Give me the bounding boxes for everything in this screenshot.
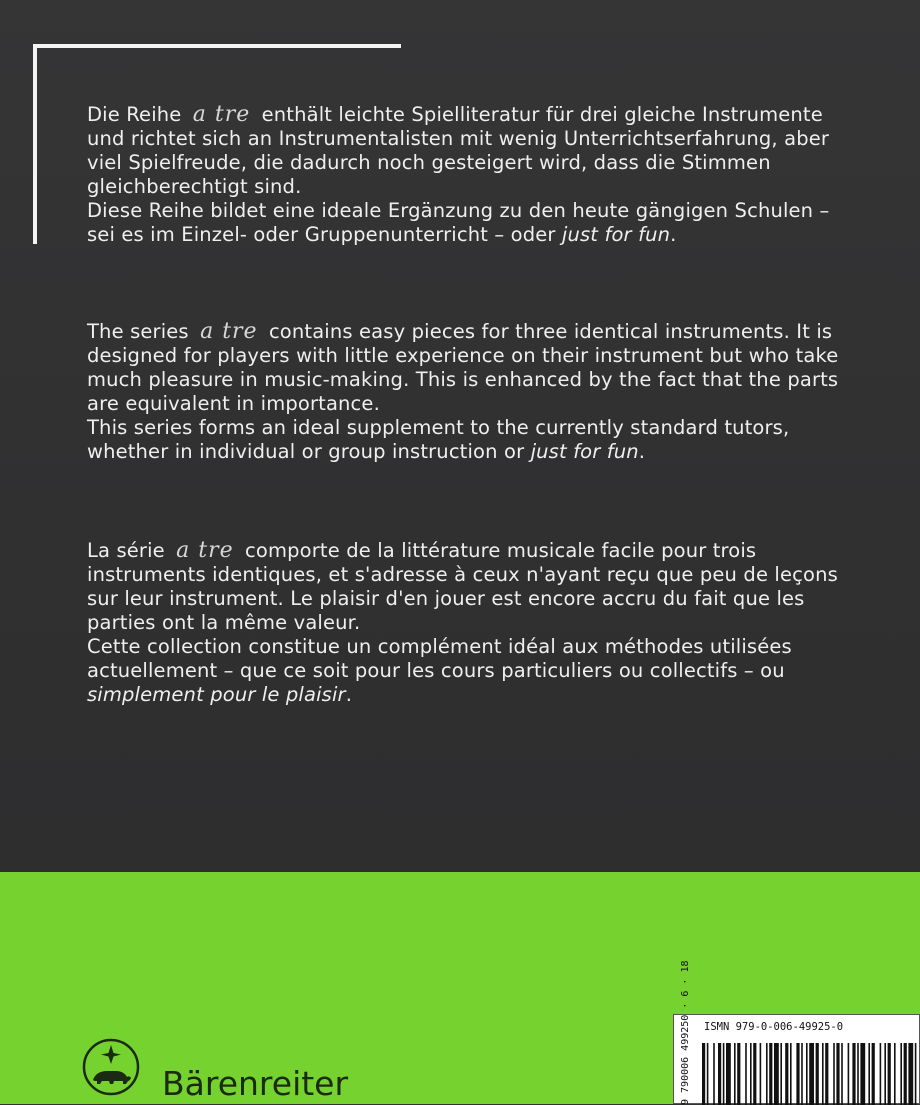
barcode-bar — [915, 1043, 917, 1105]
barcode-bar — [822, 1043, 824, 1105]
barcode-bar — [726, 1043, 731, 1105]
barcode-bar — [900, 1043, 902, 1105]
german-paragraph-1 — [87, 103, 847, 199]
barcode-bar — [780, 1043, 782, 1105]
barcode-bar — [857, 1043, 859, 1105]
barcode-bar — [841, 1043, 843, 1105]
barcode-bar — [852, 1043, 855, 1105]
german-body-2: Diese Reihe bildet eine ideale Ergänzung zu den heute gängigen Schulen – sei es im Einzel- oder Gruppenunterricht – oder — [87, 199, 830, 246]
english-paragraph-1 — [87, 320, 847, 416]
barcode-bar — [745, 1043, 747, 1105]
barcode-bar — [766, 1043, 768, 1105]
french-paragraph-2 — [87, 635, 847, 707]
barcode-side-number: 9 790006 499250 · 6 · 18 — [680, 960, 691, 1105]
german-paragraph-2 — [87, 199, 847, 247]
english-description — [87, 320, 847, 464]
barcode-bar — [796, 1043, 799, 1105]
barcode-bar — [713, 1043, 715, 1105]
english-paragraph-2 — [87, 416, 847, 464]
german-emphasis: just for fun — [561, 223, 671, 246]
barcode-bar — [750, 1043, 752, 1105]
german-body: enthält leichte Spielliteratur für drei gleiche Instrumente und richtet sich an Instrumentalisten mit wenig Unterrichtserfahrung, aber viel Spielfreude, die dadurch noch gesteigert wird, dass die Stimmen gleichberechtigt sind. — [87, 103, 830, 198]
barcode-bar — [806, 1043, 808, 1105]
series-name-german: a tre — [192, 102, 251, 127]
french-description — [87, 539, 847, 707]
series-name-english: a tre — [200, 319, 258, 344]
series-name-french: a tre — [176, 538, 234, 563]
barcode-bar — [894, 1043, 896, 1105]
barcode-bar — [836, 1043, 839, 1105]
barcode-bar — [718, 1043, 721, 1105]
barcode-bar — [702, 1043, 705, 1105]
publisher-name: Bärenreiter — [162, 1064, 349, 1103]
barcode-bar — [774, 1043, 779, 1105]
english-body: contains easy pieces for three identical instruments. It is designed for players with little experience on their instrument but who take much pleasure in music-making. This is enhanced by the fact that the parts are equivalent in importance. — [87, 320, 839, 415]
barcode-bar — [825, 1043, 828, 1105]
barcode-bar — [769, 1043, 772, 1105]
barcode-bar — [880, 1043, 882, 1105]
english-intro: The series — [87, 320, 189, 343]
barcode-bar — [790, 1043, 792, 1105]
ismn-number: ISMN 979-0-006-49925-0 — [704, 1021, 844, 1033]
barcode-bar — [833, 1043, 835, 1105]
barcode-bar — [760, 1043, 762, 1105]
barcode-bar — [707, 1043, 709, 1105]
german-description — [87, 103, 847, 247]
barcode-bar — [868, 1043, 870, 1105]
barcode-bar — [816, 1043, 819, 1105]
english-emphasis: just for fun — [530, 440, 639, 463]
corner-bracket-horizontal — [33, 44, 401, 48]
barcode-bars — [702, 1043, 918, 1105]
barcode-bar — [884, 1043, 886, 1105]
barcode-bar — [734, 1043, 736, 1105]
german-intro: Die Reihe — [87, 103, 182, 126]
french-intro: La série — [87, 539, 165, 562]
barcode-bar — [753, 1043, 756, 1105]
bear-star-emblem-icon — [80, 1036, 142, 1098]
french-body-2: Cette collection constitue un complément idéal aux méthodes utilisées actuellement – que ce soit pour les cours particuliers ou collectifs – ou — [87, 635, 792, 682]
corner-bracket-vertical — [33, 44, 37, 244]
french-emphasis: simplement pour le plaisir — [87, 683, 346, 706]
barcode-bar — [809, 1043, 814, 1105]
barcode-bar — [801, 1043, 803, 1105]
barcode-bar — [848, 1043, 850, 1105]
barcode-label — [673, 960, 920, 1105]
french-body: comporte de la littérature musicale facile pour trois instruments identiques, et s'adresse à ceux n'ayant reçu que peu de leçons sur leur instrument. Le plaisir d'en jouer est encore accru du fait que les parties ont la même valeur. — [87, 539, 838, 634]
english-end: . — [638, 440, 646, 463]
barcode-bar — [860, 1043, 865, 1105]
barcode-bar — [904, 1043, 907, 1105]
french-end: . — [345, 683, 353, 706]
barcode-bar — [737, 1043, 740, 1105]
french-paragraph-1 — [87, 539, 847, 635]
german-end: . — [670, 223, 677, 246]
barcode-bar — [888, 1043, 891, 1105]
barcode-bar — [785, 1043, 788, 1105]
barcode-bar — [872, 1043, 875, 1105]
barcode-bar — [723, 1043, 725, 1105]
english-body-2: This series forms an ideal supplement to the currently standard tutors, whether in individual or group instruction or — [87, 416, 790, 463]
barcode-bar — [908, 1043, 913, 1105]
